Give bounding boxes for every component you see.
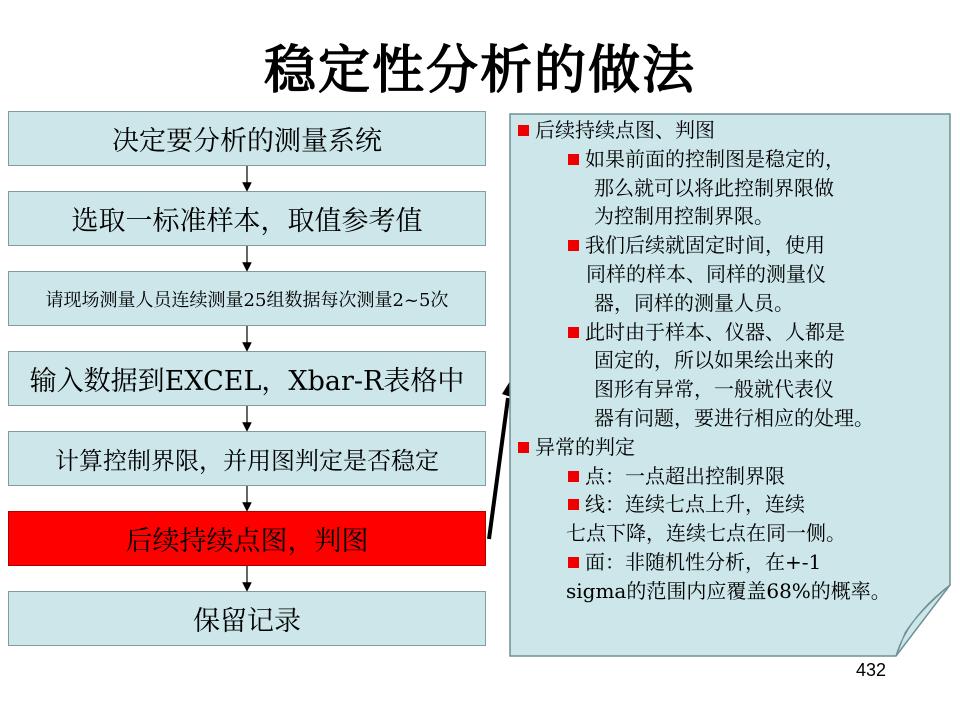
note-item-2-line-2: 同样的样本、同样的测量仪 <box>586 261 826 286</box>
slide-title: 稳定性分析的做法 <box>263 41 696 101</box>
note-item-3-line-2: 固定的，所以如果绘出来的 <box>594 348 834 373</box>
step-1-label: 决定要分析的测量系统 <box>112 126 382 157</box>
page-number: 432 <box>856 660 887 680</box>
step-5-label: 计算控制界限，并用图判定是否稳定 <box>55 447 439 475</box>
step-3-box <box>8 271 486 326</box>
step-3-label: 请现场测量人员连续测量25组数据每次测量2~5次 <box>45 289 449 311</box>
note-line-rule: 线：连续七点上升，连续 <box>510 490 940 519</box>
red-square-bullet-icon <box>518 125 529 136</box>
note-item-1-line-3: 为控制用控制界限。 <box>594 204 774 229</box>
red-square-bullet-icon <box>518 442 529 453</box>
note-line-rule-line-2: 七点下降，连续七点在同一侧。 <box>566 521 846 546</box>
red-square-bullet-icon <box>568 240 579 251</box>
note-item-2-line-3: 器，同样的测量人员。 <box>594 290 794 315</box>
step-6-label: 后续持续点图，判图 <box>125 526 369 557</box>
step-1-box <box>8 111 486 166</box>
note-item-3-line-3: 图形有异常，一般就代表仪 <box>594 377 834 402</box>
note-heading-1: 后续持续点图、判图 <box>510 116 940 145</box>
red-square-bullet-icon <box>568 471 579 482</box>
step-6-box-highlighted <box>8 511 486 566</box>
red-square-bullet-icon <box>568 327 579 338</box>
step-7-box <box>8 591 486 646</box>
note-item-1: 如果前面的控制图是稳定的， <box>510 145 940 174</box>
step-2-box <box>8 191 486 246</box>
red-square-bullet-icon <box>568 557 579 568</box>
step-2-label: 选取一标准样本，取值参考值 <box>71 206 423 237</box>
note-text <box>510 116 940 606</box>
note-item-1-line-2: 那么就可以将此控制界限做 <box>594 175 834 200</box>
step-7-label: 保留记录 <box>193 606 301 637</box>
note-item-3: 此时由于样本、仪器、人都是 <box>510 318 940 347</box>
note-face-rule-line-2: sigma的范围内应覆盖68%的概率。 <box>566 578 891 603</box>
red-square-bullet-icon <box>568 499 579 510</box>
note-item-2: 我们后续就固定时间，使用 <box>510 231 940 260</box>
red-square-bullet-icon <box>568 154 579 165</box>
note-face-rule: 面：非随机性分析，在+-1 <box>510 548 940 577</box>
step-4-box <box>8 351 486 406</box>
step-4-label: 输入数据到EXCEL，Xbar-R表格中 <box>29 366 465 397</box>
step-5-box <box>8 431 486 486</box>
note-item-3-line-4: 器有问题，要进行相应的处理。 <box>594 405 874 430</box>
note-heading-2: 异常的判定 <box>510 433 940 462</box>
note-point-rule: 点：一点超出控制界限 <box>510 462 940 491</box>
